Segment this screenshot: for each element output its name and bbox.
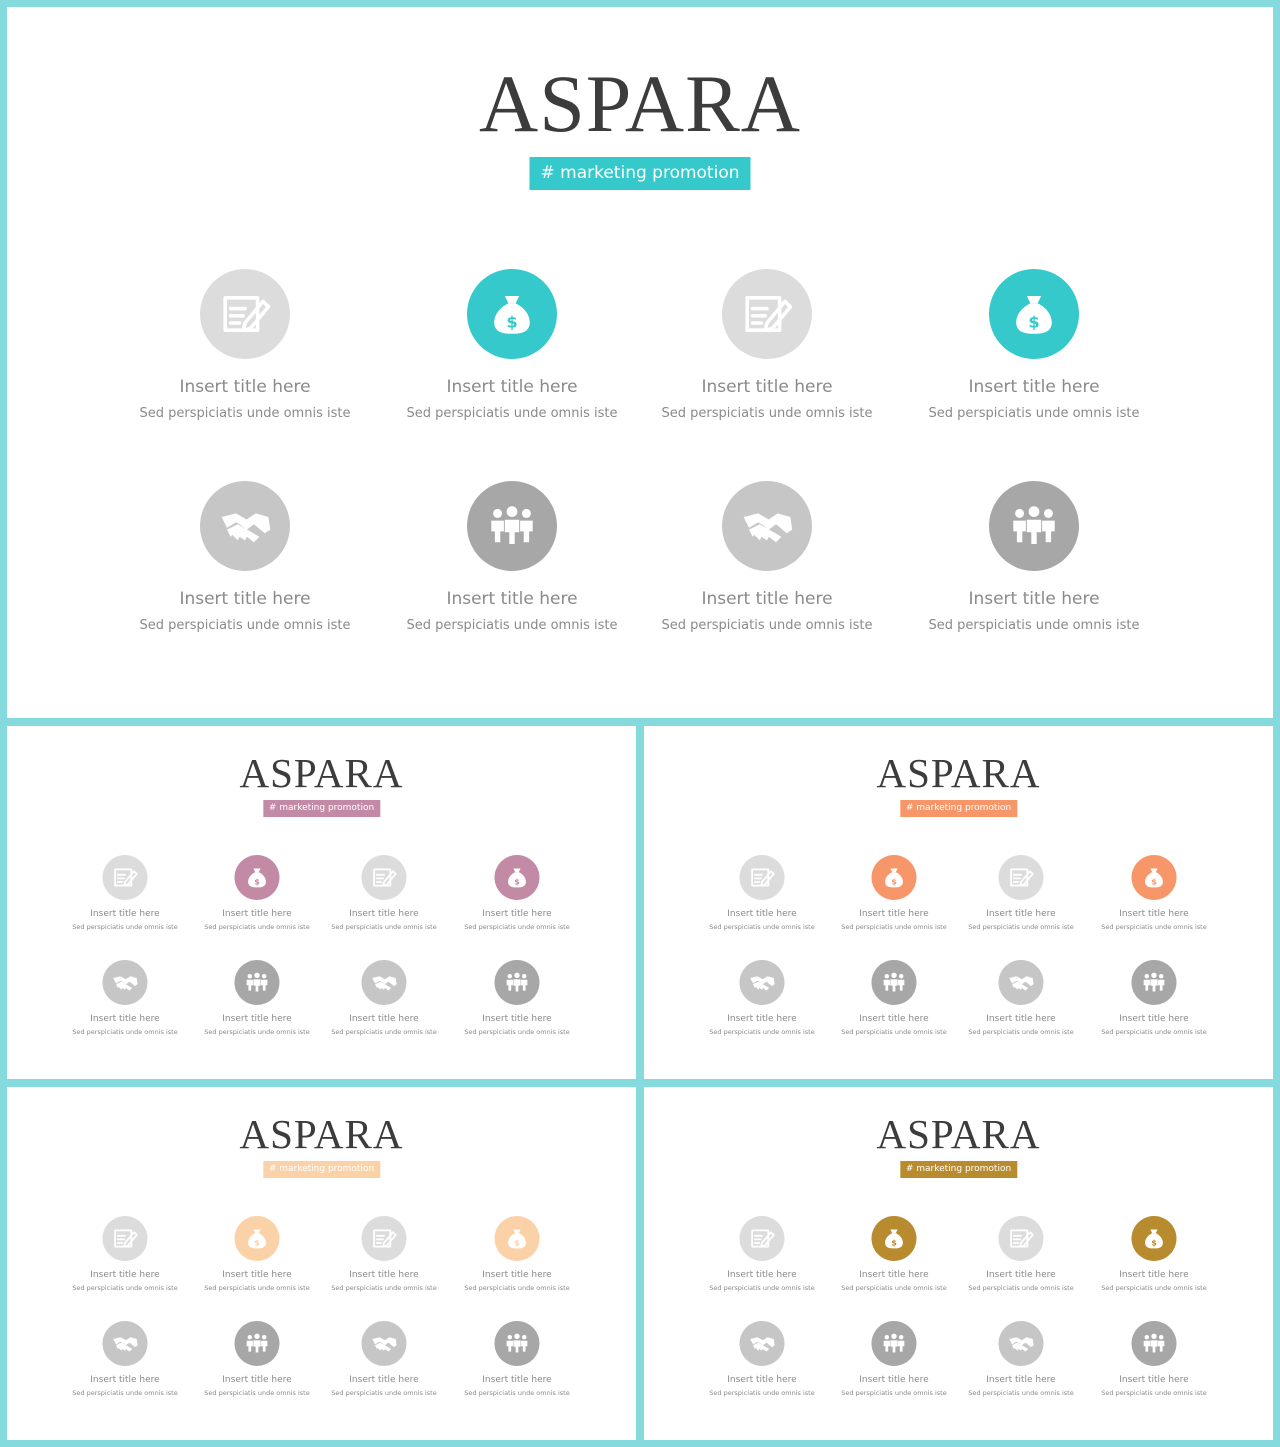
- feature-item: [392, 269, 632, 449]
- slide-tag: # marketing promotion: [900, 800, 1017, 817]
- feature-item: [834, 855, 954, 945]
- item-title: Insert title here: [222, 909, 292, 919]
- money-bag-icon: [467, 269, 557, 359]
- item-title: Insert title here: [727, 1014, 797, 1024]
- item-description: Sed perspiciatis unde omnis iste: [331, 1284, 437, 1292]
- item-title: Insert title here: [727, 1270, 797, 1280]
- item-description: Sed perspiciatis unde omnis iste: [1101, 923, 1207, 931]
- feature-item: [1094, 1216, 1214, 1306]
- handshake-icon: [103, 1321, 148, 1366]
- item-title: Insert title here: [222, 1014, 292, 1024]
- slide-tag: # marketing promotion: [529, 157, 750, 190]
- team-icon: [1132, 1321, 1177, 1366]
- item-description: Sed perspiciatis unde omnis iste: [331, 923, 437, 931]
- team-icon: [989, 481, 1079, 571]
- feature-item: [457, 960, 577, 1050]
- slide-variant-peach: [7, 1087, 636, 1440]
- item-description: Sed perspiciatis unde omnis iste: [464, 1284, 570, 1292]
- feature-item: [65, 855, 185, 945]
- slide-main: [7, 7, 1273, 718]
- item-description: Sed perspiciatis unde omnis iste: [841, 923, 947, 931]
- feature-item: [457, 1321, 577, 1411]
- feature-item: [324, 855, 444, 945]
- item-description: Sed perspiciatis unde omnis iste: [72, 1284, 178, 1292]
- handshake-icon: [740, 1321, 785, 1366]
- slide-title: ASPARA: [239, 750, 404, 796]
- money-bag-icon: [235, 855, 280, 900]
- svg-text:$: $: [254, 1237, 260, 1248]
- item-title: Insert title here: [90, 1375, 160, 1385]
- feature-item: [324, 960, 444, 1050]
- money-bag-icon: [495, 855, 540, 900]
- feature-item: [324, 1321, 444, 1411]
- team-icon: [495, 1321, 540, 1366]
- item-description: Sed perspiciatis unde omnis iste: [661, 618, 873, 633]
- svg-text:$: $: [1028, 312, 1040, 332]
- feature-item: [197, 960, 317, 1050]
- feature-item: [197, 1216, 317, 1306]
- slide-variant-gold: [644, 1087, 1273, 1440]
- slide-variant-mauve: [7, 726, 636, 1079]
- item-title: Insert title here: [90, 1270, 160, 1280]
- item-title: Insert title here: [482, 1270, 552, 1280]
- item-description: Sed perspiciatis unde omnis iste: [406, 406, 618, 421]
- svg-text:$: $: [1151, 1237, 1157, 1248]
- feature-item: [834, 960, 954, 1050]
- feature-item: [197, 855, 317, 945]
- item-title: Insert title here: [1119, 909, 1189, 919]
- edit-icon: [999, 1216, 1044, 1261]
- handshake-icon: [362, 960, 407, 1005]
- team-icon: [872, 960, 917, 1005]
- item-title: Insert title here: [727, 909, 797, 919]
- team-icon: [872, 1321, 917, 1366]
- feature-item: [834, 1216, 954, 1306]
- item-description: Sed perspiciatis unde omnis iste: [72, 1389, 178, 1397]
- item-title: Insert title here: [222, 1270, 292, 1280]
- feature-item: [702, 960, 822, 1050]
- feature-item: [834, 1321, 954, 1411]
- feature-item: [457, 855, 577, 945]
- item-description: Sed perspiciatis unde omnis iste: [464, 1028, 570, 1036]
- item-title: Insert title here: [986, 909, 1056, 919]
- item-description: Sed perspiciatis unde omnis iste: [204, 1284, 310, 1292]
- edit-icon: [362, 1216, 407, 1261]
- item-description: Sed perspiciatis unde omnis iste: [464, 923, 570, 931]
- feature-item: [702, 1216, 822, 1306]
- item-description: Sed perspiciatis unde omnis iste: [72, 923, 178, 931]
- item-description: Sed perspiciatis unde omnis iste: [841, 1284, 947, 1292]
- feature-item: [197, 1321, 317, 1411]
- money-bag-icon: [872, 855, 917, 900]
- feature-item: [1094, 855, 1214, 945]
- feature-item: [65, 960, 185, 1050]
- team-icon: [235, 960, 280, 1005]
- item-title: Insert title here: [859, 1014, 929, 1024]
- item-description: Sed perspiciatis unde omnis iste: [841, 1389, 947, 1397]
- item-title: Insert title here: [482, 1375, 552, 1385]
- slide-title: ASPARA: [876, 750, 1041, 796]
- slide-tag: # marketing promotion: [263, 800, 380, 817]
- slide-tag: # marketing promotion: [263, 1161, 380, 1178]
- item-title: Insert title here: [1119, 1375, 1189, 1385]
- item-title: Insert title here: [179, 377, 311, 397]
- svg-text:$: $: [506, 312, 518, 332]
- item-description: Sed perspiciatis unde omnis iste: [139, 618, 351, 633]
- item-title: Insert title here: [968, 377, 1100, 397]
- feature-item: [914, 269, 1154, 449]
- handshake-icon: [999, 1321, 1044, 1366]
- feature-item: [65, 1216, 185, 1306]
- team-icon: [1132, 960, 1177, 1005]
- item-description: Sed perspiciatis unde omnis iste: [709, 1284, 815, 1292]
- item-title: Insert title here: [986, 1375, 1056, 1385]
- feature-item: [961, 855, 1081, 945]
- feature-item: [1094, 1321, 1214, 1411]
- slide-title: ASPARA: [876, 1111, 1041, 1157]
- feature-item: [961, 1321, 1081, 1411]
- item-description: Sed perspiciatis unde omnis iste: [204, 1028, 310, 1036]
- team-icon: [495, 960, 540, 1005]
- item-title: Insert title here: [179, 589, 311, 609]
- item-description: Sed perspiciatis unde omnis iste: [406, 618, 618, 633]
- edit-icon: [740, 1216, 785, 1261]
- svg-text:$: $: [514, 876, 520, 887]
- handshake-icon: [103, 960, 148, 1005]
- item-title: Insert title here: [482, 909, 552, 919]
- feature-item: [457, 1216, 577, 1306]
- item-title: Insert title here: [968, 589, 1100, 609]
- item-title: Insert title here: [701, 589, 833, 609]
- money-bag-icon: [1132, 855, 1177, 900]
- item-title: Insert title here: [446, 589, 578, 609]
- feature-item: [702, 855, 822, 945]
- edit-icon: [740, 855, 785, 900]
- feature-item: [961, 1216, 1081, 1306]
- item-title: Insert title here: [727, 1375, 797, 1385]
- handshake-icon: [740, 960, 785, 1005]
- feature-item: [125, 269, 365, 449]
- item-description: Sed perspiciatis unde omnis iste: [139, 406, 351, 421]
- item-title: Insert title here: [482, 1014, 552, 1024]
- money-bag-icon: [235, 1216, 280, 1261]
- slide-title: ASPARA: [478, 58, 802, 149]
- item-title: Insert title here: [90, 909, 160, 919]
- item-description: Sed perspiciatis unde omnis iste: [928, 618, 1140, 633]
- item-description: Sed perspiciatis unde omnis iste: [1101, 1284, 1207, 1292]
- feature-item: [702, 1321, 822, 1411]
- item-description: Sed perspiciatis unde omnis iste: [968, 923, 1074, 931]
- item-description: Sed perspiciatis unde omnis iste: [968, 1389, 1074, 1397]
- handshake-icon: [200, 481, 290, 571]
- item-description: Sed perspiciatis unde omnis iste: [709, 923, 815, 931]
- svg-text:$: $: [891, 876, 897, 887]
- edit-icon: [362, 855, 407, 900]
- feature-item: [914, 481, 1154, 661]
- feature-item: [65, 1321, 185, 1411]
- item-description: Sed perspiciatis unde omnis iste: [331, 1389, 437, 1397]
- item-description: Sed perspiciatis unde omnis iste: [928, 406, 1140, 421]
- svg-text:$: $: [514, 1237, 520, 1248]
- item-description: Sed perspiciatis unde omnis iste: [1101, 1389, 1207, 1397]
- item-title: Insert title here: [859, 1375, 929, 1385]
- team-icon: [467, 481, 557, 571]
- item-description: Sed perspiciatis unde omnis iste: [331, 1028, 437, 1036]
- edit-icon: [103, 1216, 148, 1261]
- handshake-icon: [722, 481, 812, 571]
- item-title: Insert title here: [446, 377, 578, 397]
- feature-item: [961, 960, 1081, 1050]
- money-bag-icon: [989, 269, 1079, 359]
- item-title: Insert title here: [349, 1270, 419, 1280]
- item-title: Insert title here: [859, 1270, 929, 1280]
- money-bag-icon: [872, 1216, 917, 1261]
- svg-text:$: $: [891, 1237, 897, 1248]
- item-description: Sed perspiciatis unde omnis iste: [661, 406, 873, 421]
- edit-icon: [722, 269, 812, 359]
- slide-title: ASPARA: [239, 1111, 404, 1157]
- item-description: Sed perspiciatis unde omnis iste: [72, 1028, 178, 1036]
- feature-item: [125, 481, 365, 661]
- slide-variant-orange: [644, 726, 1273, 1079]
- item-title: Insert title here: [986, 1270, 1056, 1280]
- team-icon: [235, 1321, 280, 1366]
- item-title: Insert title here: [349, 1014, 419, 1024]
- item-description: Sed perspiciatis unde omnis iste: [204, 923, 310, 931]
- item-title: Insert title here: [349, 909, 419, 919]
- slide-tag: # marketing promotion: [900, 1161, 1017, 1178]
- handshake-icon: [999, 960, 1044, 1005]
- item-title: Insert title here: [1119, 1270, 1189, 1280]
- item-title: Insert title here: [701, 377, 833, 397]
- item-description: Sed perspiciatis unde omnis iste: [464, 1389, 570, 1397]
- item-title: Insert title here: [222, 1375, 292, 1385]
- item-description: Sed perspiciatis unde omnis iste: [709, 1028, 815, 1036]
- item-description: Sed perspiciatis unde omnis iste: [968, 1284, 1074, 1292]
- item-title: Insert title here: [859, 909, 929, 919]
- feature-item: [647, 481, 887, 661]
- item-title: Insert title here: [90, 1014, 160, 1024]
- feature-item: [1094, 960, 1214, 1050]
- item-description: Sed perspiciatis unde omnis iste: [841, 1028, 947, 1036]
- money-bag-icon: [1132, 1216, 1177, 1261]
- handshake-icon: [362, 1321, 407, 1366]
- svg-text:$: $: [254, 876, 260, 887]
- feature-item: [392, 481, 632, 661]
- item-title: Insert title here: [986, 1014, 1056, 1024]
- item-description: Sed perspiciatis unde omnis iste: [1101, 1028, 1207, 1036]
- feature-item: [647, 269, 887, 449]
- item-description: Sed perspiciatis unde omnis iste: [709, 1389, 815, 1397]
- feature-item: [324, 1216, 444, 1306]
- item-title: Insert title here: [349, 1375, 419, 1385]
- edit-icon: [200, 269, 290, 359]
- item-description: Sed perspiciatis unde omnis iste: [968, 1028, 1074, 1036]
- edit-icon: [999, 855, 1044, 900]
- item-description: Sed perspiciatis unde omnis iste: [204, 1389, 310, 1397]
- money-bag-icon: [495, 1216, 540, 1261]
- item-title: Insert title here: [1119, 1014, 1189, 1024]
- edit-icon: [103, 855, 148, 900]
- svg-text:$: $: [1151, 876, 1157, 887]
